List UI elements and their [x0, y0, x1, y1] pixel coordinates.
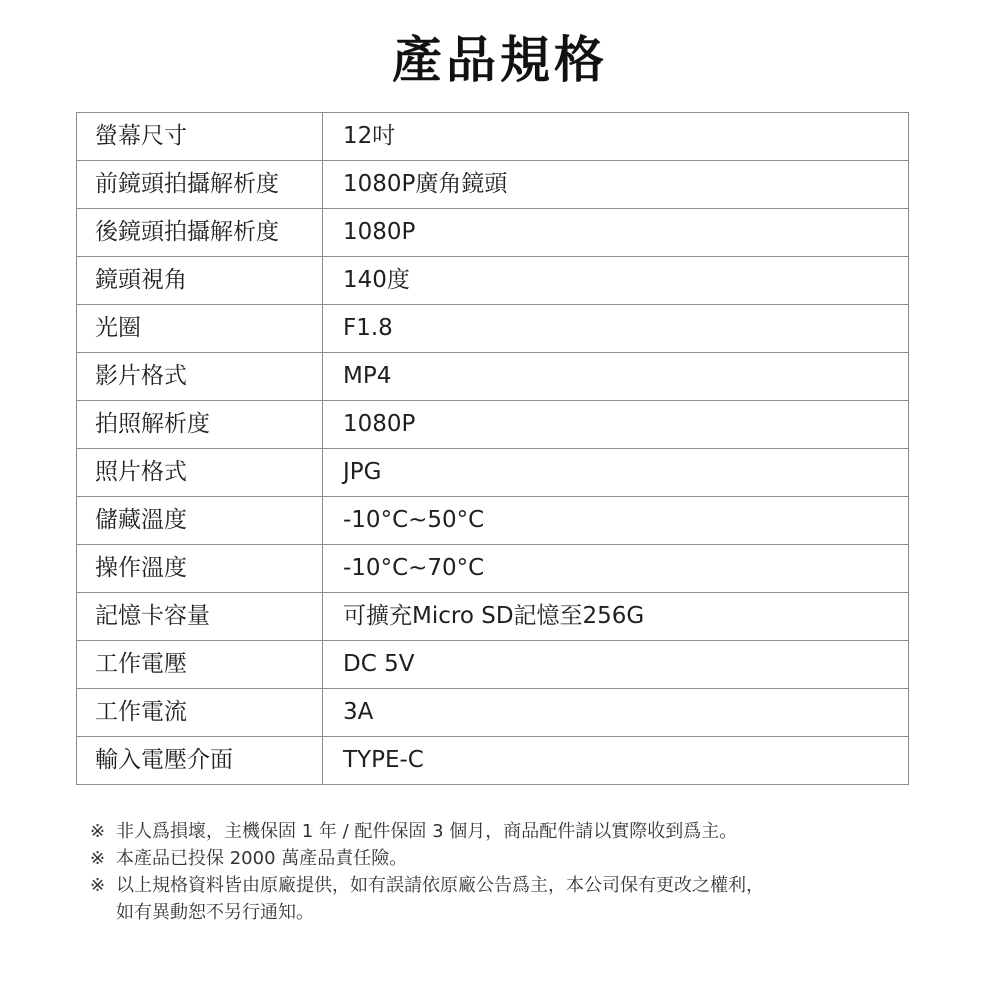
reference-mark-icon: ※ [90, 848, 106, 869]
table-row [77, 305, 909, 353]
table-row [77, 209, 909, 257]
table-row [77, 449, 909, 497]
table-row [77, 257, 909, 305]
note-text: 以上規格資料皆由原廠提供，如有誤請依原廠公告爲主，本公司保有更改之權利， [116, 875, 764, 896]
table-row [77, 497, 909, 545]
spec-label: 拍照解析度 [77, 401, 323, 449]
spec-label: 螢幕尺寸 [77, 113, 323, 161]
spec-label: 後鏡頭拍攝解析度 [77, 209, 323, 257]
spec-value: F1.8 [323, 305, 909, 353]
page-title: 產品規格 [392, 31, 608, 89]
spec-label: 記憶卡容量 [77, 593, 323, 641]
spec-label: 影片格式 [77, 353, 323, 401]
spec-label: 操作溫度 [77, 545, 323, 593]
spec-value: 140度 [323, 257, 909, 305]
notes-section [90, 818, 950, 926]
spec-value: 3A [323, 689, 909, 737]
table-row [77, 401, 909, 449]
spec-label: 光圈 [77, 305, 323, 353]
reference-mark-icon: ※ [90, 875, 106, 896]
spec-value: DC 5V [323, 641, 909, 689]
table-row [77, 737, 909, 785]
table-row [77, 641, 909, 689]
note-text: 本產品已投保 2000 萬產品責任險。 [116, 848, 408, 869]
note-continuation: 如有異動恕不另行通知。 [116, 902, 314, 923]
spec-value: JPG [323, 449, 909, 497]
spec-label: 照片格式 [77, 449, 323, 497]
table-row [77, 353, 909, 401]
spec-value: 可擴充Micro SD記憶至256G [323, 593, 909, 641]
spec-label: 前鏡頭拍攝解析度 [77, 161, 323, 209]
spec-table [76, 112, 909, 785]
spec-label: 輸入電壓介面 [77, 737, 323, 785]
spec-label: 工作電壓 [77, 641, 323, 689]
spec-value: 1080P [323, 401, 909, 449]
spec-label: 工作電流 [77, 689, 323, 737]
note-item [90, 845, 950, 872]
spec-label: 儲藏溫度 [77, 497, 323, 545]
table-row [77, 113, 909, 161]
spec-value: MP4 [323, 353, 909, 401]
table-row [77, 689, 909, 737]
table-row [77, 161, 909, 209]
spec-value: -10°C~50°C [323, 497, 909, 545]
spec-value: 12吋 [323, 113, 909, 161]
table-row [77, 545, 909, 593]
note-text: 非人爲損壞，主機保固 1 年 / 配件保固 3 個月，商品配件請以實際收到爲主。 [116, 821, 738, 842]
spec-value: -10°C~70°C [323, 545, 909, 593]
spec-value: TYPE-C [323, 737, 909, 785]
note-item [90, 872, 950, 899]
note-item [90, 818, 950, 845]
spec-value: 1080P廣角鏡頭 [323, 161, 909, 209]
spec-value: 1080P [323, 209, 909, 257]
table-row [77, 593, 909, 641]
spec-label: 鏡頭視角 [77, 257, 323, 305]
reference-mark-icon: ※ [90, 821, 106, 842]
